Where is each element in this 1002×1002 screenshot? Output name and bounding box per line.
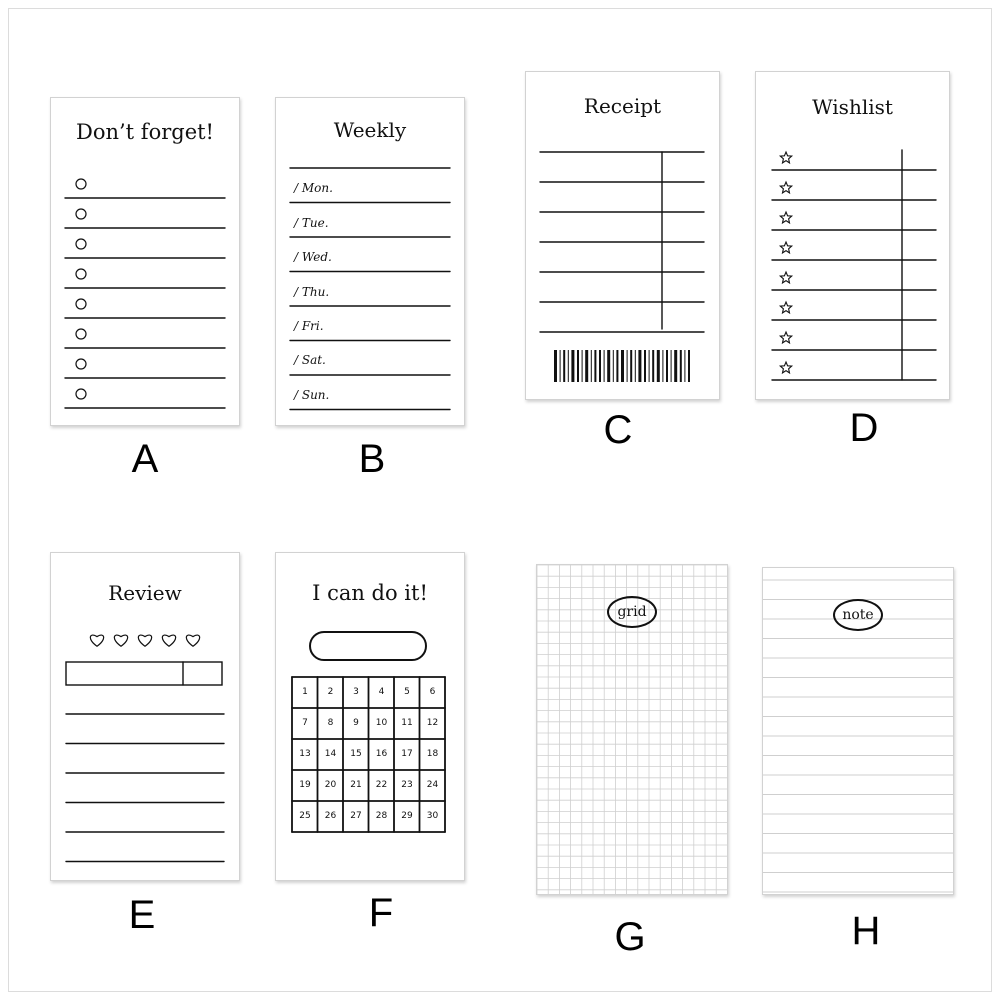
calendar-date: 18 <box>426 749 439 759</box>
card-dont-forget <box>50 97 240 426</box>
card-title: Wishlist <box>812 95 893 119</box>
calendar-date: 14 <box>324 749 337 759</box>
wishlist-lines <box>756 72 949 399</box>
barcode-bar <box>594 350 596 382</box>
barcode-bar <box>627 350 628 382</box>
receipt-lines <box>526 72 719 399</box>
barcode-bar <box>571 350 574 382</box>
day-label: / Mon. <box>294 181 333 195</box>
calendar-date: 26 <box>324 811 337 821</box>
checkbox-circle-icon <box>76 269 86 279</box>
checkbox-circle-icon <box>76 209 86 219</box>
day-label: / Sun. <box>294 388 330 402</box>
calendar-date: 2 <box>327 687 334 697</box>
barcode-bar <box>662 350 663 382</box>
barcode-bar <box>680 350 682 382</box>
calendar-date: 22 <box>375 780 388 790</box>
barcode-bar <box>638 350 641 382</box>
heart-icon <box>186 635 199 646</box>
calendar-date: 23 <box>401 780 413 790</box>
calendar-date: 25 <box>299 811 311 821</box>
barcode-bar <box>635 350 636 382</box>
heart-icon <box>114 635 127 646</box>
barcode-bar <box>688 350 690 382</box>
card-weekly <box>275 97 465 426</box>
checkbox-circle-icon <box>76 329 86 339</box>
calendar-date: 27 <box>350 811 362 821</box>
checkbox-circle-icon <box>76 299 86 309</box>
calendar-date: 13 <box>299 749 311 759</box>
barcode-bar <box>613 350 614 382</box>
card-wishlist <box>755 71 950 400</box>
calendar-date: 15 <box>350 749 362 759</box>
barcode-bar <box>591 350 592 382</box>
calendar-date: 16 <box>375 749 388 759</box>
barcode-bar <box>607 350 610 382</box>
rating-box <box>66 662 222 685</box>
day-label: / Fri. <box>294 319 324 333</box>
calendar-date: 5 <box>404 687 410 697</box>
barcode-bar <box>582 350 583 382</box>
calendar-date: 7 <box>302 718 308 728</box>
barcode-bar <box>568 350 569 382</box>
barcode-bar <box>684 350 685 382</box>
card-label: B <box>358 437 386 481</box>
calendar-date: 3 <box>353 687 359 697</box>
calendar-date: 8 <box>327 718 334 728</box>
barcode-bar <box>585 350 588 382</box>
checkbox-circle-icon <box>76 179 86 189</box>
card-label: F <box>368 891 394 935</box>
barcode-bar <box>554 350 557 382</box>
title-badge: note <box>833 599 883 631</box>
barcode-bar <box>644 350 646 382</box>
star-icon <box>780 212 791 223</box>
checkbox-circle-icon <box>76 359 86 369</box>
card-title: I can do it! <box>312 581 428 605</box>
card-title: Weekly <box>333 118 407 142</box>
calendar-date: 9 <box>353 718 359 728</box>
calendar-date: 29 <box>401 811 413 821</box>
checklist-lines <box>51 98 239 425</box>
star-icon <box>780 332 791 343</box>
card-title: Receipt <box>583 94 662 118</box>
barcode-bar <box>649 350 650 382</box>
calendar-date: 20 <box>324 780 337 790</box>
day-label: / Thu. <box>294 285 330 299</box>
barcode-bar <box>616 350 618 382</box>
card-review <box>50 552 240 881</box>
calendar-grid <box>276 553 464 880</box>
day-label: / Wed. <box>294 250 332 264</box>
barcode-bar <box>577 350 579 382</box>
card-label: H <box>851 909 881 953</box>
review-lines <box>51 553 239 880</box>
calendar-date: 11 <box>401 718 413 728</box>
calendar-date: 30 <box>426 811 439 821</box>
checkbox-circle-icon <box>76 239 86 249</box>
card-receipt <box>525 71 720 400</box>
barcode-bar <box>604 350 605 382</box>
card-label: C <box>603 408 633 452</box>
barcode-bar <box>560 350 561 382</box>
barcode-bar <box>630 350 632 382</box>
card-label: G <box>614 915 646 959</box>
card-label: E <box>128 893 156 937</box>
star-icon <box>780 272 791 283</box>
card-i-can-do-it <box>275 552 465 881</box>
heart-icon <box>162 635 175 646</box>
calendar-date: 21 <box>350 780 362 790</box>
calendar-date: 19 <box>299 780 311 790</box>
star-icon <box>780 302 791 313</box>
title-badge: grid <box>607 596 657 628</box>
barcode-bar <box>671 350 672 382</box>
day-label: / Sat. <box>294 353 326 367</box>
checkbox-circle-icon <box>76 389 86 399</box>
card-note <box>762 567 954 895</box>
card-label: A <box>131 437 159 481</box>
barcode-bar <box>621 350 624 382</box>
calendar-date: 28 <box>375 811 388 821</box>
barcode-bar <box>652 350 654 382</box>
day-label: / Tue. <box>294 216 329 230</box>
card-title: Don’t forget! <box>76 120 214 144</box>
calendar-date: 1 <box>302 687 308 697</box>
star-icon <box>780 182 791 193</box>
calendar-date: 4 <box>378 687 385 697</box>
heart-icon <box>138 635 151 646</box>
card-title: Review <box>108 581 182 605</box>
goal-pill-box <box>310 632 426 660</box>
barcode-bar <box>666 350 668 382</box>
card-label: D <box>849 406 879 450</box>
heart-icon <box>90 635 103 646</box>
star-icon <box>780 362 791 373</box>
star-icon <box>780 152 791 163</box>
barcode-bar <box>599 350 601 382</box>
calendar-date: 10 <box>375 718 388 728</box>
calendar-date: 12 <box>426 718 439 728</box>
calendar-date: 24 <box>426 780 439 790</box>
star-icon <box>780 242 791 253</box>
barcode-bar <box>563 350 565 382</box>
barcode-bar <box>674 350 677 382</box>
calendar-date: 6 <box>429 687 436 697</box>
barcode-bar <box>657 350 660 382</box>
calendar-date: 17 <box>401 749 413 759</box>
card-grid <box>536 564 728 895</box>
